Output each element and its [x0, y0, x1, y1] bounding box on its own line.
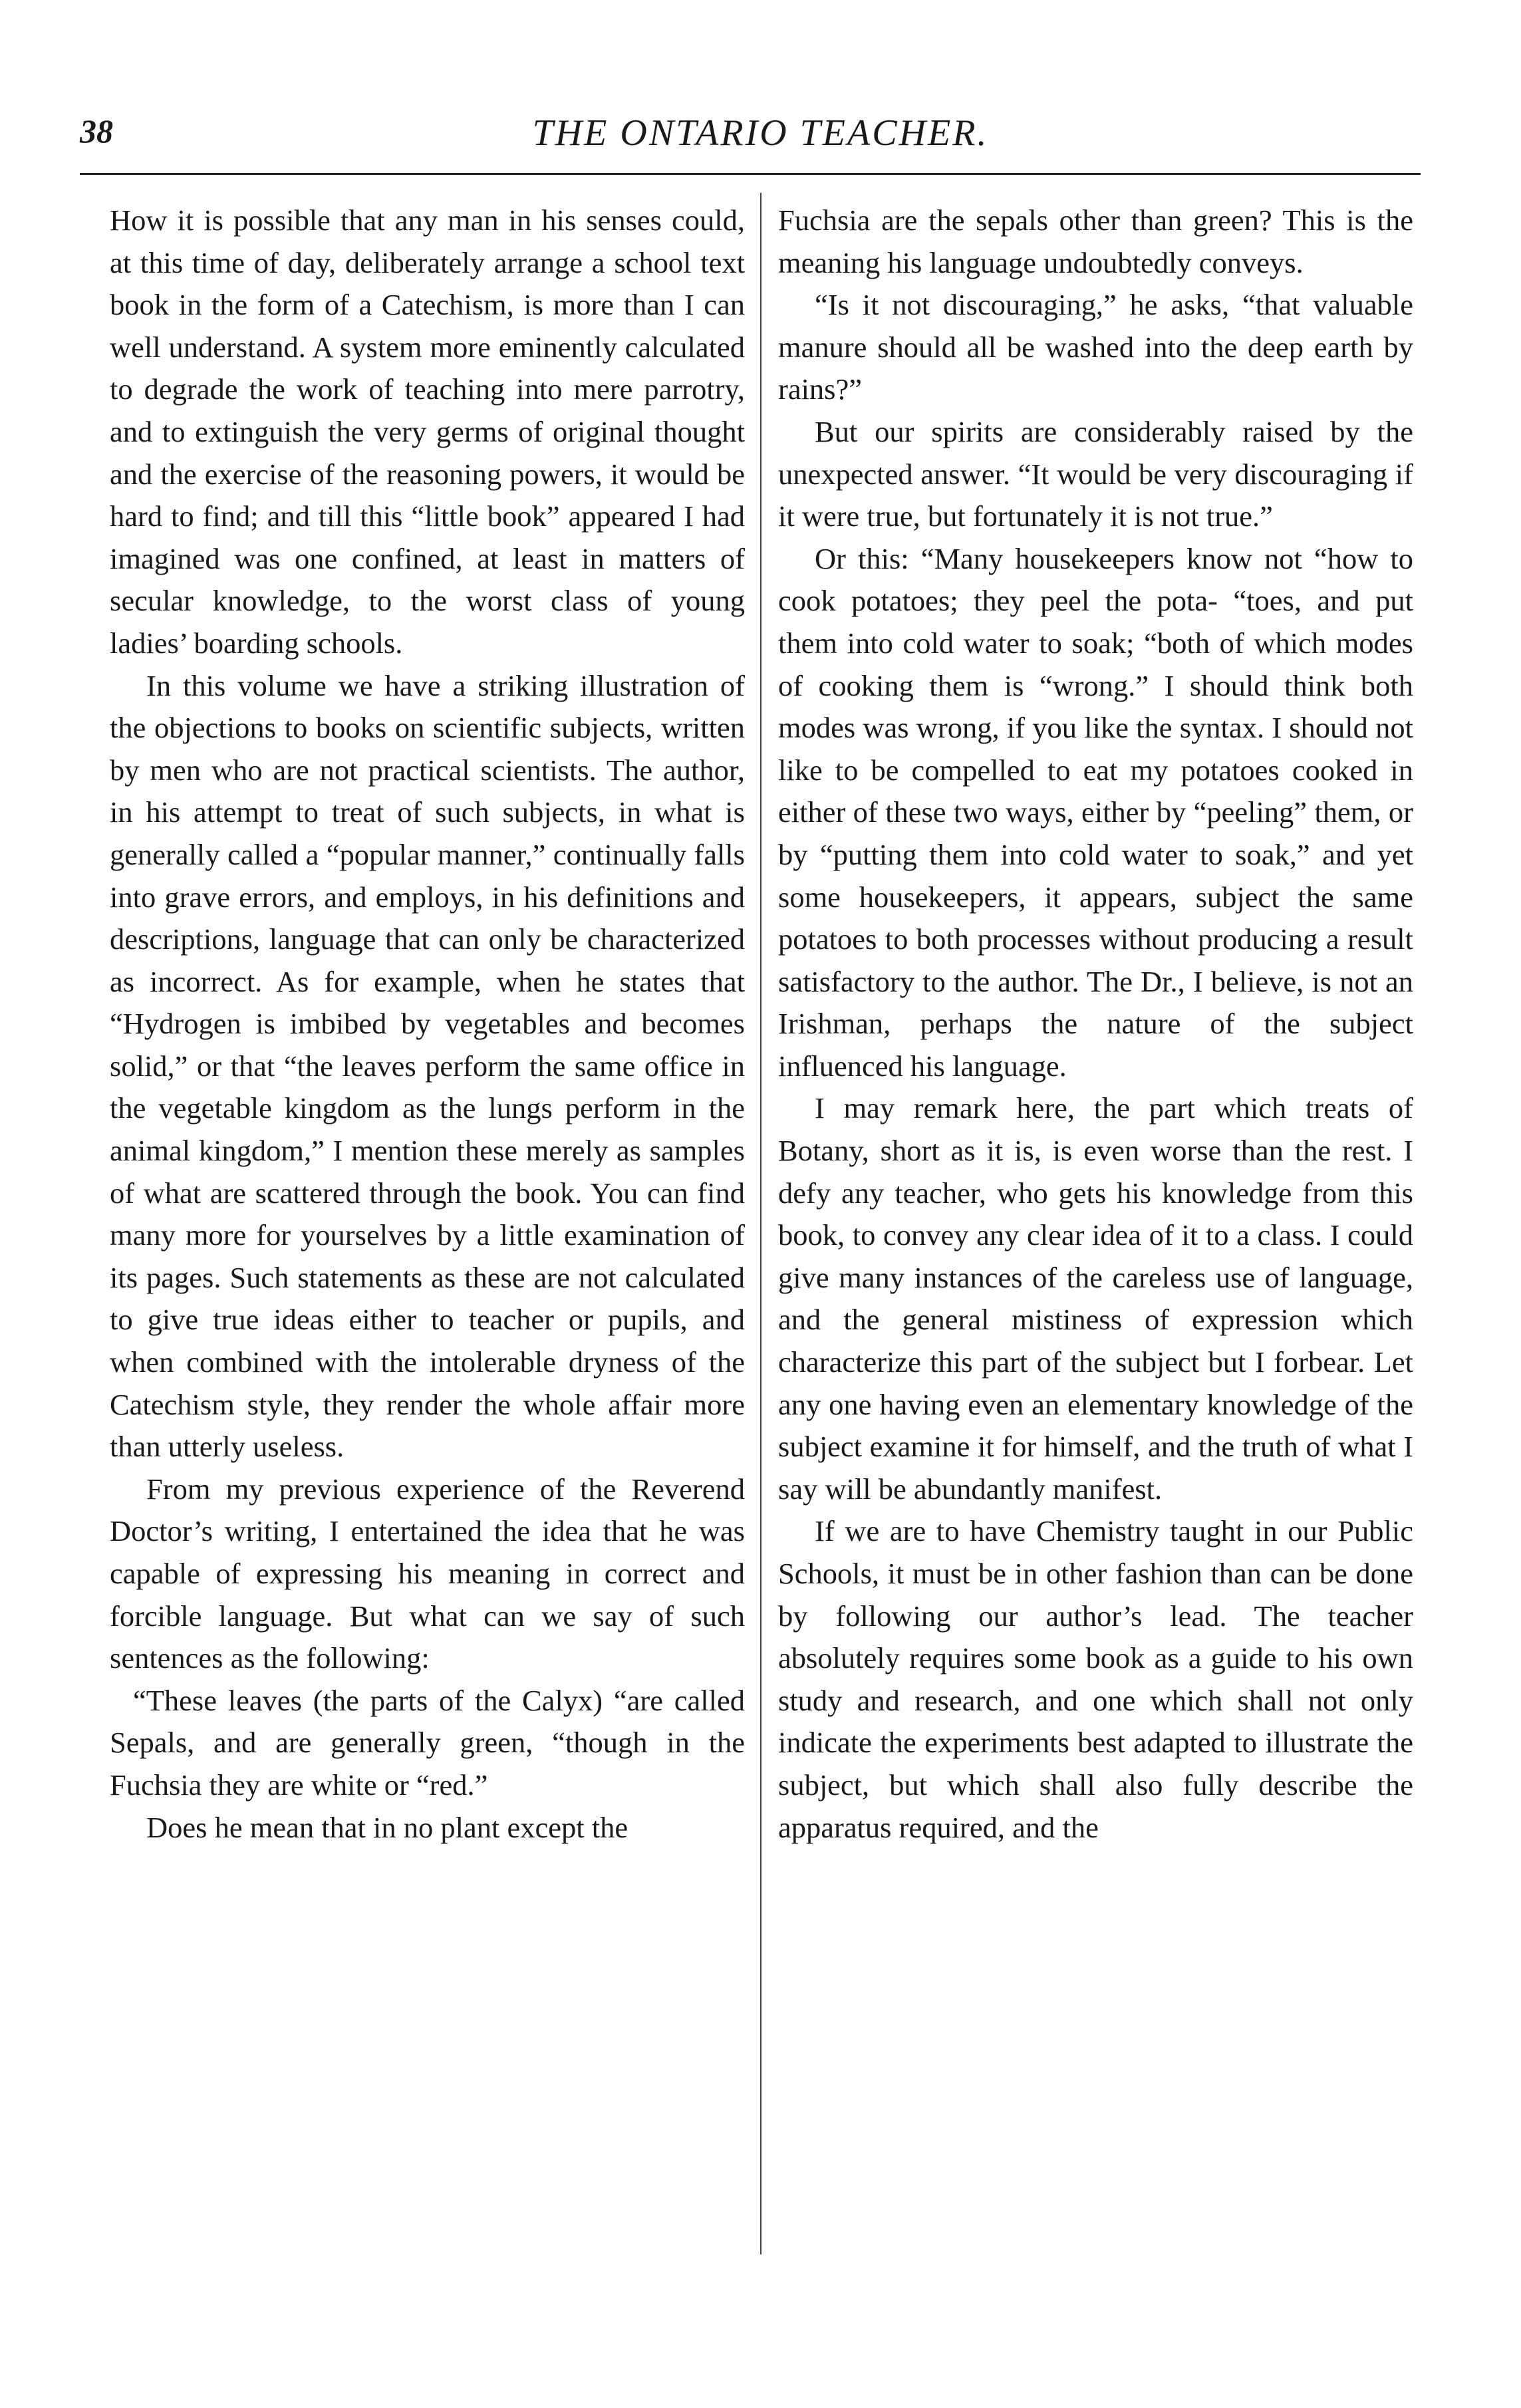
- paragraph: From my previous experience of the Reverend Doctor’s writing, I entertained the idea that he was capable of expressing his meaning in correct and forcible language. But what can we say of such sentences as the following:: [110, 1472, 745, 1675]
- paragraph: In this volume we have a striking illustration of the objections to books on scientific subjects, written by men who are not practical scientists. The author, in his attempt to treat of such subjects, in what is generally called a “popular manner,” continually falls into grave errors, and employs, in his definitions and descriptions, language that can only be characterized as incorrect. As for example, when he states that “Hydrogen is imbibed by vegetables and becomes solid,” or that “the leaves perform the same office in the vegetable kingdom as the lungs perform in the animal kingdom,” I mention these merely as samples of what are scattered through the book. You can find many more for yourselves by a little examination of its pages. Such statements as these are not calculated to give true ideas either to teacher or pupils, and when combined with the intolerable dryness of the Catechism style, they render the whole affair more than utterly useless.: [110, 668, 745, 1464]
- left-column: [110, 200, 745, 1849]
- paragraph: I may remark here, the part which treats of Botany, short as it is, is even worse than the rest. I defy any teacher, who gets his knowledge from this book, to convey any clear idea of it to a class. I could give many instances of the careless use of language, and the general mistiness of expression which characterize this part of the subject but I forbear. Let any one having even an elementary knowledge of the subject examine it for himself, and the truth of what I say will be abundantly manifest.: [778, 1091, 1413, 1506]
- paragraph: Does he mean that in no plant except the: [146, 1810, 628, 1844]
- right-column: [778, 200, 1413, 1849]
- paragraph: But our spirits are considerably raised by the unexpected answer. “It would be very discouraging if it were true, but fortunately it is not true.”: [778, 414, 1413, 533]
- paragraph: If we are to have Chemistry taught in our Public Schools, it must be in other fashion than can be done by following our author’s lead. The teacher absolutely requires some book as a guide to his own study and research, and one which shall not only indicate the experiments best adapted to illustrate the subject, but which shall also fully describe the apparatus required, and the: [778, 1514, 1413, 1844]
- quoted-passage: “These leaves (the parts of the Calyx) “are called Sepals, and are generally green, “though in the Fuchsia they are white or “red.”: [110, 1683, 745, 1802]
- header-rule: [80, 173, 1421, 175]
- paragraph: How it is possible that any man in his senses could, at this time of day, deliberately arrange a school text book in the form of a Catechism, is more than I can well understand. A system more eminently calculated to degrade the work of teaching into mere parrotry, and to extinguish the very germs of original thought and the exercise of the reasoning powers, it would be hard to find; and till this “little book” appeared I had imagined was one confined, at least in matters of secular knowledge, to the worst class of young ladies’ boarding schools.: [110, 203, 745, 660]
- paragraph: Fuchsia are the sepals other than green? This is the meaning his language undoubtedly conveys.: [778, 203, 1413, 279]
- paragraph: Or this: “Many housekeepers know not “how to cook potatoes; they peel the pota- “toes, and put them into cold water to soak; “both of which modes of cooking them is “wrong.” I should think both modes was wrong, if you like the syntax. I should not like to be compelled to eat my potatoes cooked in either of these two ways, either by “peeling” them, or by “putting them into cold water to soak,” and yet some housekeepers, it appears, subject the same potatoes to both processes without producing a result satisfactory to the author. The Dr., I believe, is not an Irishman, perhaps the nature of the subject influenced his language.: [778, 541, 1413, 1083]
- column-divider: [760, 193, 761, 2254]
- paragraph: “Is it not discouraging,” he asks, “that valuable manure should all be washed into the deep earth by rains?”: [778, 288, 1413, 406]
- page-number: 38: [80, 112, 113, 150]
- running-title: THE ONTARIO TEACHER.: [532, 112, 989, 154]
